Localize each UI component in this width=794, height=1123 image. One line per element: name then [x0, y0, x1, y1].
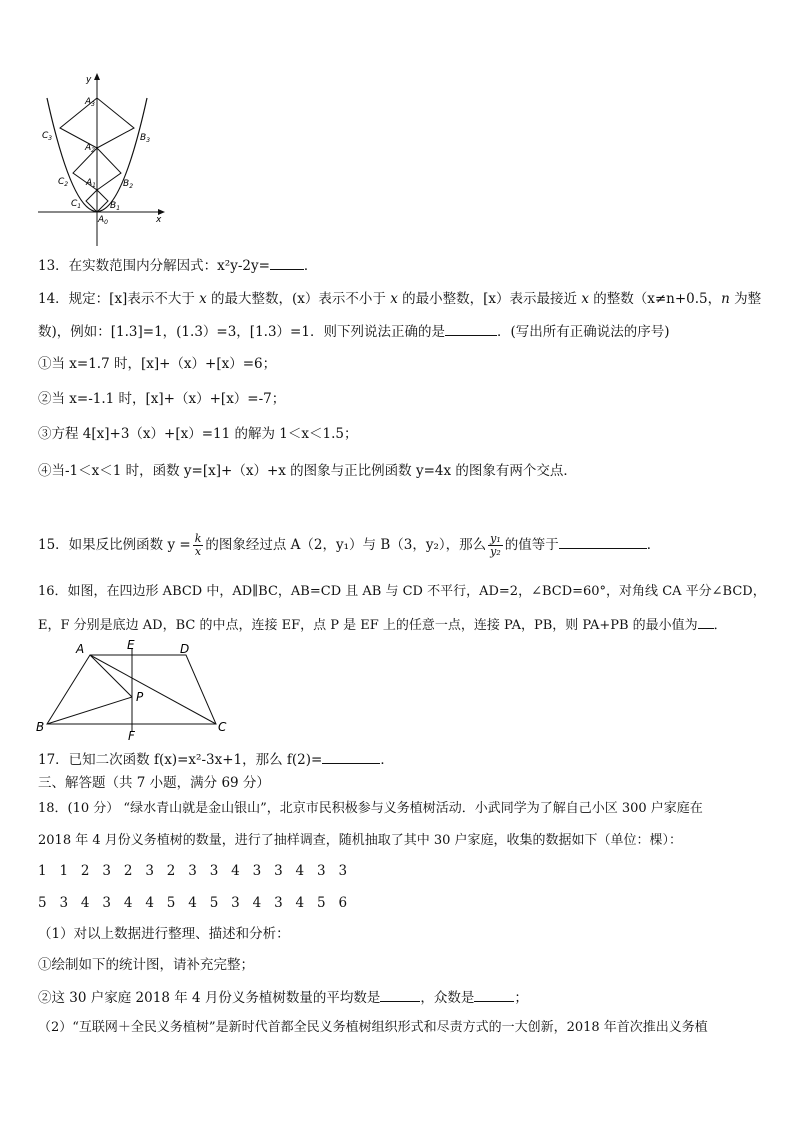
q15-frac2-num: y₁ [490, 532, 501, 545]
segment-PA [90, 655, 132, 697]
q18-part-1: （1）对以上数据进行整理、描述和分析： [38, 926, 290, 942]
question-14-line1 [38, 290, 761, 308]
q16-blank[interactable] [698, 614, 714, 629]
question-16-line1: 16．如图，在四边形 ABCD 中，AD∥BC，AB=CD 且 AB 与 CD 不平行，AD=2，∠BCD=60°，对角线 CA 平分∠BCD， [38, 584, 766, 599]
label-F: F [128, 729, 135, 740]
section-3-heading: 三、解答题（共 7 小题，满分 69 分） [38, 775, 270, 791]
q18-sub-1: ①绘制如下的统计图，请补充完整； [38, 957, 254, 973]
q14-text-c: 的最大整数，(x）表示不小于 [206, 291, 391, 307]
label-P: P [136, 690, 144, 704]
q14-var-x3: x [581, 291, 589, 307]
label-A: A [76, 642, 85, 656]
q18-line1: 18．(10 分） “绿水青山就是金山银山”，北京市民积极参与义务植树活动．小武同学为了解自己小区 300 户家庭在 [38, 801, 703, 816]
q18-part-2: （2）“互联网＋全民义务植树”是新时代首都全民义务植树组织形式和尽责方式的一大创新，2018 年首次推出义务植 [38, 1020, 708, 1035]
q14-text-e: 的最小整数，[x）表示最接近 [397, 291, 582, 307]
trapezoid-figure [34, 636, 234, 740]
q14-line2-end: ．(写出所有正确说法的序号) [496, 324, 670, 340]
q18-sub2-end: ； [514, 990, 528, 1006]
q18-data-row-1: 1 1 2 3 2 3 2 3 3 4 3 3 4 3 3 [38, 863, 348, 879]
label-C2: $C_2$ [58, 177, 69, 188]
question-15 [38, 532, 660, 558]
y-axis-arrow [94, 73, 100, 80]
y-axis-label: y [86, 75, 92, 85]
q16-line2-text: E，F 分别是底边 AD，BC 的中点，连接 EF，点 P 是 EF 上的任意一点，连接 PA，PB，则 PA+PB 的最小值为 [38, 618, 698, 633]
q17-blank[interactable] [322, 749, 380, 764]
q15-fraction-k-over-x [193, 533, 204, 558]
q14-var-x: x [199, 291, 207, 307]
label-C3: $C_3$ [42, 131, 53, 142]
label-B1: $B_1$ [110, 201, 121, 212]
label-B2: $B_2$ [123, 179, 134, 190]
q14-var-n: n [721, 291, 730, 307]
q18-mean-blank[interactable] [380, 987, 420, 1002]
q15-pre: 15．如果反比例函数 y = [38, 537, 191, 553]
label-E: E [127, 638, 135, 652]
q13-blank[interactable] [270, 255, 304, 270]
q14-text-a: 14．规定：[x]表示不大于 [38, 291, 200, 307]
q14-text-g: 的整数（x≠n+0.5， [588, 291, 722, 307]
q15-frac2-den: y₂ [490, 545, 501, 558]
question-13 [38, 255, 317, 275]
q13-text: 13．在实数范围内分解因式：x²y-2y= [38, 258, 270, 274]
q18-data-row-2: 5 3 4 3 4 4 5 4 5 3 4 3 4 5 6 [38, 895, 348, 911]
q18-sub2-text-b: ，众数是 [420, 990, 475, 1006]
label-D: D [180, 642, 190, 656]
question-17 [38, 749, 394, 769]
label-B: B [36, 720, 45, 734]
question-14-line2 [38, 321, 670, 341]
q14-option-4: ④当-1＜x＜1 时，函数 y=[x]+（x）+x 的图象与正比例函数 y=4x 的图象有两个交点． [38, 463, 577, 479]
x-axis-label: x [156, 215, 162, 225]
label-A1: $A_1$ [86, 178, 96, 189]
label-C1: $C_1$ [71, 199, 82, 210]
q14-var-x2: x [390, 291, 398, 307]
label-A0: $A_0$ [98, 215, 108, 226]
label-A3: $A_3$ [85, 97, 95, 108]
segment-PB [47, 697, 132, 724]
q18-line2: 2018 年 4 月份义务植树的数量，进行了抽样调查，随机抽取了其中 30 户家庭，收集的数据如下（单位：棵）： [38, 833, 683, 848]
q15-mid: 的图象经过点 A（2，y₁）与 B（3，y₂），那么 [205, 537, 487, 553]
q15-end: ． [646, 537, 661, 553]
q15-post: 的值等于 [504, 537, 559, 553]
q17-text: 17．已知二次函数 f(x)=x²-3x+1，那么 f(2)= [38, 752, 323, 768]
q14-text-i: 为整 [729, 291, 762, 307]
q15-blank[interactable] [559, 534, 647, 549]
label-C: C [218, 720, 227, 734]
q15-fraction-y1-over-y2 [488, 533, 503, 558]
q13-end: ． [303, 258, 318, 274]
q14-blank[interactable] [445, 321, 497, 336]
q14-option-2: ②当 x=-1.1 时，[x]+（x）+[x）=-7； [38, 391, 286, 407]
q16-line2-end: ． [713, 618, 727, 633]
q14-option-1: ①当 x=1.7 时，[x]+（x）+[x）=6； [38, 356, 277, 372]
label-A2: $A_2$ [85, 143, 95, 154]
label-B3: $B_3$ [140, 133, 151, 144]
q18-sub2-text-a: ②这 30 户家庭 2018 年 4 月份义务植树数量的平均数是 [38, 990, 381, 1006]
q18-mode-blank[interactable] [474, 987, 514, 1002]
segment-AC [90, 655, 216, 724]
q15-frac-num: k [194, 532, 202, 545]
q14-line2-text: 数)，例如：[1.3]=1，(1.3）=3，[1.3）=1．则下列说法正确的是 [38, 324, 445, 340]
q14-option-3: ③方程 4[x]+3（x）+[x）=11 的解为 1＜x＜1.5； [38, 426, 358, 442]
q15-frac-den: x [194, 545, 202, 558]
q18-sub-2 [38, 987, 528, 1007]
question-16-line2 [38, 614, 727, 635]
parabola-figure [30, 70, 180, 248]
q17-end: ． [380, 752, 394, 768]
